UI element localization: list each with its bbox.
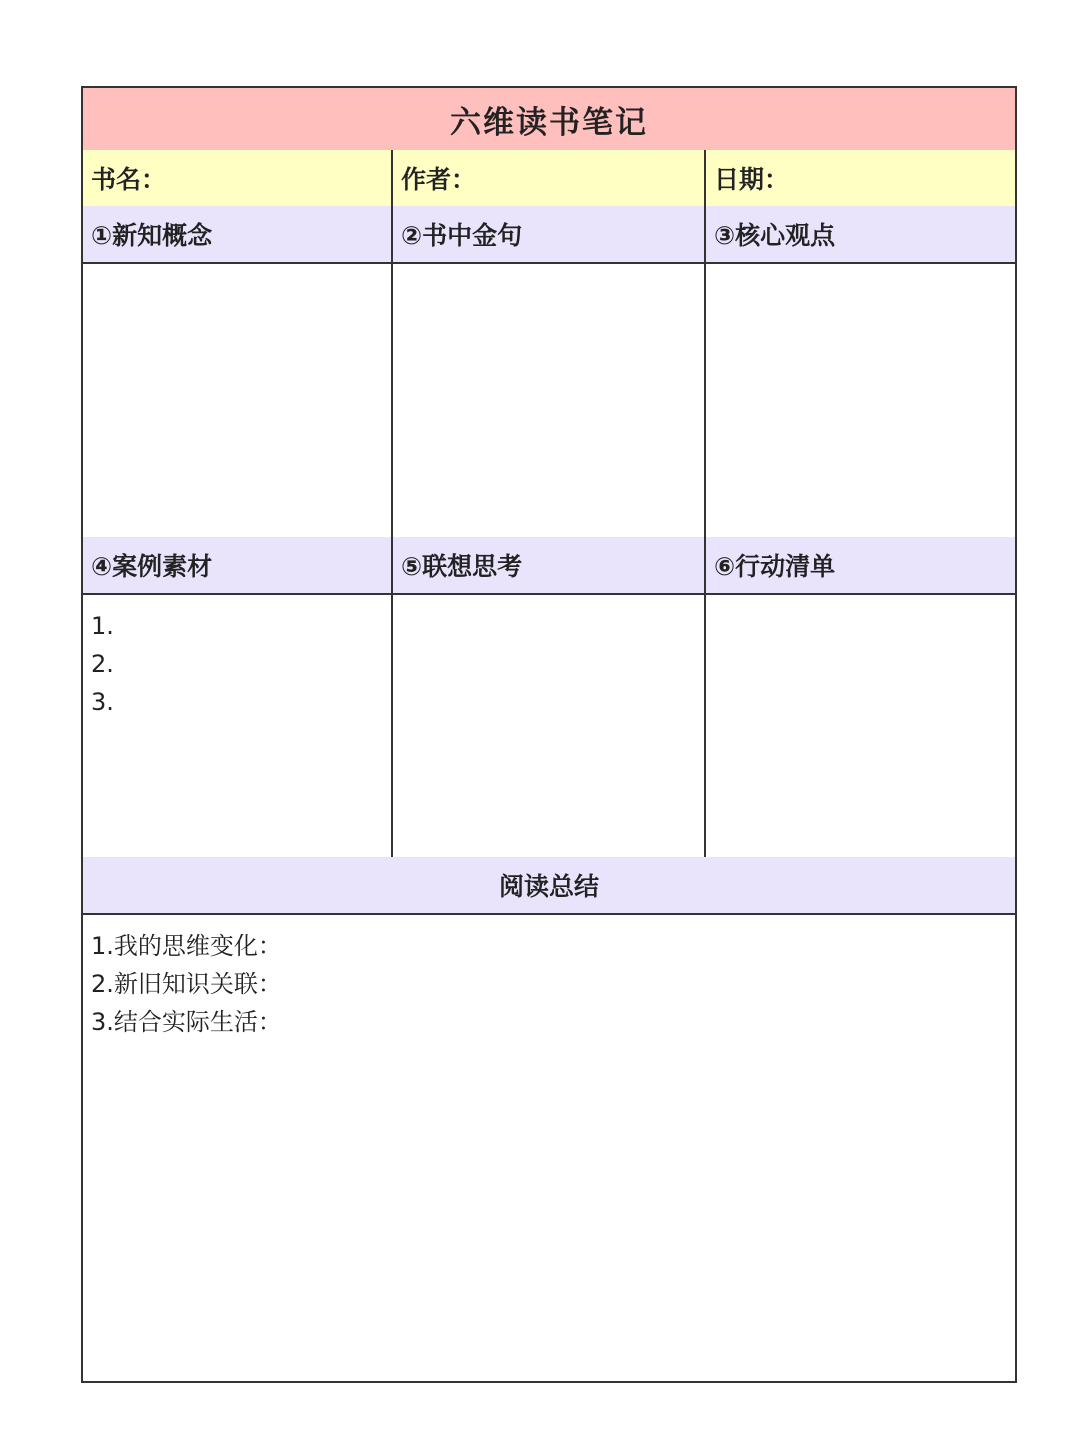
- list-item: 3.: [91, 688, 114, 716]
- case-materials-list: [91, 607, 114, 721]
- date-label: 日期：: [714, 165, 790, 194]
- action-list-area[interactable]: [706, 593, 1015, 857]
- section-label: ⑥行动清单: [714, 552, 836, 581]
- list-item: 1.: [91, 612, 114, 640]
- section-body-row-1: [83, 262, 1015, 539]
- summary-title: 阅读总结: [498, 872, 599, 901]
- section-header-row-1: [83, 206, 1015, 264]
- section-label: ③核心观点: [714, 221, 836, 250]
- summary-header: [83, 857, 1015, 915]
- section-label: ④案例素材: [91, 552, 213, 581]
- section-header-action-list: [706, 537, 1015, 593]
- section-header-associations: [393, 537, 706, 593]
- author-field[interactable]: [393, 150, 706, 206]
- summary-list: [91, 927, 1015, 1041]
- summary-area[interactable]: [83, 913, 1015, 1381]
- title-bar: [83, 88, 1015, 152]
- case-materials-area[interactable]: [83, 593, 393, 857]
- section-header-case-materials: [83, 537, 393, 593]
- reading-notes-sheet: [81, 86, 1017, 1383]
- list-item: 3.结合实际生活：: [91, 1008, 282, 1036]
- page-title: 六维读书笔记: [450, 104, 648, 141]
- core-views-area[interactable]: [706, 262, 1015, 537]
- meta-row: [83, 150, 1015, 208]
- section-header-core-views: [706, 206, 1015, 262]
- section-header-new-concepts: [83, 206, 393, 262]
- book-name-label: 书名：: [91, 165, 167, 194]
- book-name-field[interactable]: [83, 150, 393, 206]
- golden-quotes-area[interactable]: [393, 262, 706, 537]
- list-item: 2.: [91, 650, 114, 678]
- author-label: 作者：: [401, 165, 477, 194]
- section-body-row-2: [83, 593, 1015, 859]
- section-label: ①新知概念: [91, 221, 213, 250]
- date-field[interactable]: [706, 150, 1015, 206]
- list-item: 1.我的思维变化：: [91, 932, 282, 960]
- list-item: 2.新旧知识关联：: [91, 970, 282, 998]
- section-header-golden-quotes: [393, 206, 706, 262]
- section-label: ②书中金句: [401, 221, 523, 250]
- associations-area[interactable]: [393, 593, 706, 857]
- section-label: ⑤联想思考: [401, 552, 523, 581]
- section-header-row-2: [83, 537, 1015, 595]
- new-concepts-area[interactable]: [83, 262, 393, 537]
